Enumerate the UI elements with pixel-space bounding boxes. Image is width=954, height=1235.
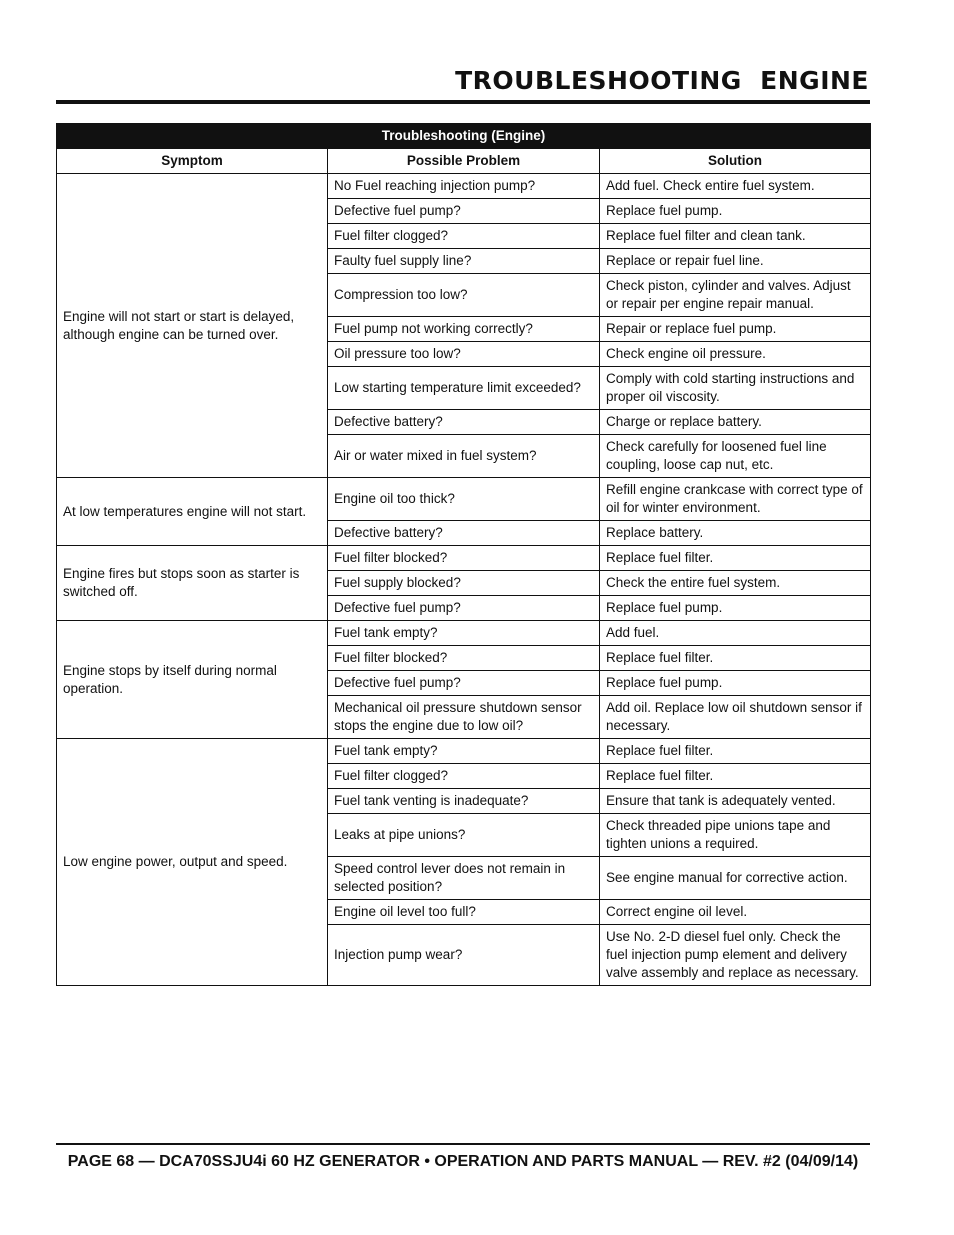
problem-cell: Fuel supply blocked? [328,571,600,596]
solution-cell: Replace fuel filter. [600,764,871,789]
solution-cell: Ensure that tank is adequately vented. [600,789,871,814]
problem-cell: Speed control lever does not remain in selected position? [328,857,600,900]
troubleshooting-table [56,123,871,986]
solution-cell: Check threaded pipe unions tape and tighten unions a required. [600,814,871,857]
solution-cell: Check carefully for loosened fuel line coupling, loose cap nut, etc. [600,435,871,478]
column-header-possible-problem: Possible Problem [328,149,600,174]
problem-cell: Defective battery? [328,521,600,546]
problem-cell: Fuel filter blocked? [328,546,600,571]
title-divider [56,100,870,104]
symptom-cell: Low engine power, output and speed. [57,739,328,986]
solution-cell: Replace fuel filter. [600,546,871,571]
table-row [57,739,871,764]
footer-divider [56,1143,870,1145]
table-row [57,174,871,199]
problem-cell: Defective fuel pump? [328,596,600,621]
problem-cell: No Fuel reaching injection pump? [328,174,600,199]
problem-cell: Fuel tank venting is inadequate? [328,789,600,814]
table-caption-row [57,124,871,149]
solution-cell: Check engine oil pressure. [600,342,871,367]
problem-cell: Fuel pump not working correctly? [328,317,600,342]
solution-cell: Check piston, cylinder and valves. Adjust or repair per engine repair manual. [600,274,871,317]
solution-cell: Comply with cold starting instructions and proper oil viscosity. [600,367,871,410]
table-row [57,478,871,521]
table-header-row [57,149,871,174]
problem-cell: Fuel filter clogged? [328,224,600,249]
column-header-solution: Solution [600,149,871,174]
solution-cell: Replace fuel pump. [600,671,871,696]
solution-cell: Check the entire fuel system. [600,571,871,596]
solution-cell: Replace fuel pump. [600,596,871,621]
problem-cell: Air or water mixed in fuel system? [328,435,600,478]
problem-cell: Low starting temperature limit exceeded? [328,367,600,410]
table-caption: Troubleshooting (Engine) [57,124,871,149]
problem-cell: Fuel filter clogged? [328,764,600,789]
problem-cell: Defective battery? [328,410,600,435]
solution-cell: Repair or replace fuel pump. [600,317,871,342]
solution-cell: Charge or replace battery. [600,410,871,435]
solution-cell: Add oil. Replace low oil shutdown sensor if necessary. [600,696,871,739]
problem-cell: Compression too low? [328,274,600,317]
solution-cell: Replace fuel filter. [600,646,871,671]
problem-cell: Defective fuel pump? [328,199,600,224]
solution-cell: See engine manual for corrective action. [600,857,871,900]
problem-cell: Leaks at pipe unions? [328,814,600,857]
page-title: TROUBLESHOOTING ENGINE [455,66,869,95]
solution-cell: Replace fuel pump. [600,199,871,224]
problem-cell: Fuel tank empty? [328,739,600,764]
solution-cell: Add fuel. Check entire fuel system. [600,174,871,199]
symptom-cell: Engine fires but stops soon as starter is switched off. [57,546,328,621]
problem-cell: Mechanical oil pressure shutdown sensor stops the engine due to low oil? [328,696,600,739]
problem-cell: Defective fuel pump? [328,671,600,696]
solution-cell: Replace battery. [600,521,871,546]
symptom-cell: Engine will not start or start is delayed, although engine can be turned over. [57,174,328,478]
solution-cell: Replace fuel filter and clean tank. [600,224,871,249]
column-header-symptom: Symptom [57,149,328,174]
problem-cell: Fuel tank empty? [328,621,600,646]
problem-cell: Fuel filter blocked? [328,646,600,671]
solution-cell: Correct engine oil level. [600,900,871,925]
solution-cell: Refill engine crankcase with correct type of oil for winter environment. [600,478,871,521]
symptom-cell: Engine stops by itself during normal operation. [57,621,328,739]
problem-cell: Oil pressure too low? [328,342,600,367]
symptom-cell: At low temperatures engine will not start. [57,478,328,546]
table-row [57,546,871,571]
page-footer: PAGE 68 — DCA70SSJU4i 60 HZ GENERATOR • OPERATION AND PARTS MANUAL — REV. #2 (04/09/14) [67,1153,859,1170]
problem-cell: Engine oil too thick? [328,478,600,521]
table-row [57,621,871,646]
solution-cell: Add fuel. [600,621,871,646]
problem-cell: Injection pump wear? [328,925,600,986]
solution-cell: Replace or repair fuel line. [600,249,871,274]
solution-cell: Replace fuel filter. [600,739,871,764]
solution-cell: Use No. 2-D diesel fuel only. Check the fuel injection pump element and delivery valve assembly and replace as necessary. [600,925,871,986]
problem-cell: Faulty fuel supply line? [328,249,600,274]
problem-cell: Engine oil level too full? [328,900,600,925]
